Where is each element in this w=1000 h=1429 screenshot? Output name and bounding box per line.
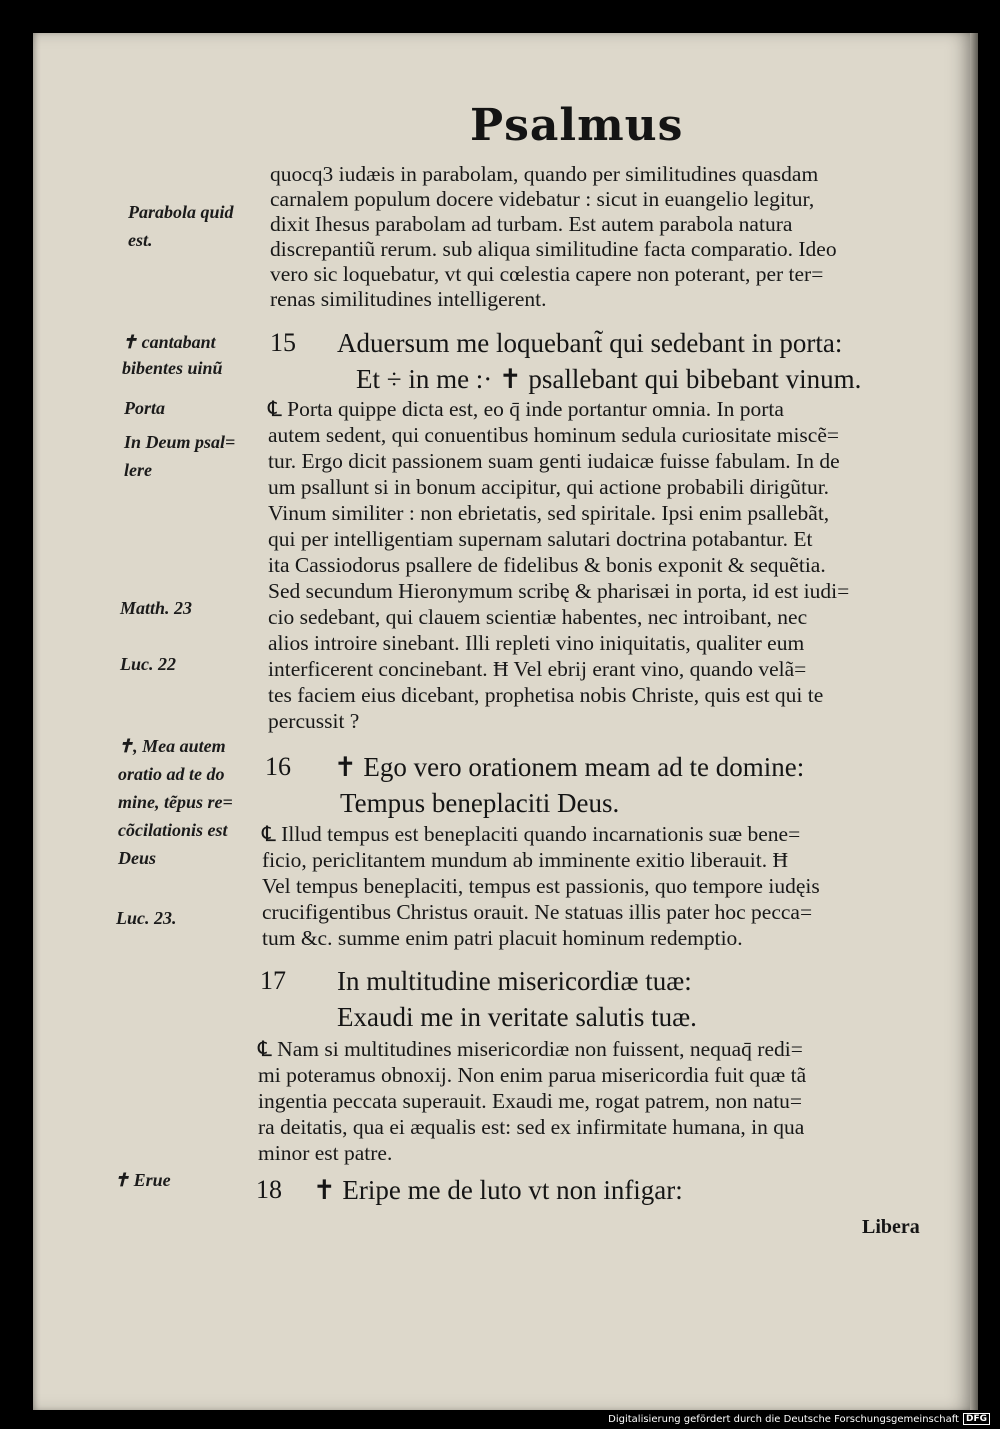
verse-line: ✝ Eripe me de luto vt non infigar: [313,1175,683,1205]
commentary-line: tes faciem eius dicebant, prophetisa nobis Christe, quis est qui te [268,683,824,707]
verse-number: 17 [260,966,286,995]
margin-note: ✝ cantabant [122,332,216,352]
margin-note: Matth. 23 [120,598,193,618]
body-line: renas similitudines intelligerent. [270,287,547,311]
verse-line: ✝ Ego vero orationem meam ad te domine: [334,752,805,782]
margin-note: Luc. 22 [120,654,176,674]
margin-note: Luc. 23. [116,908,177,928]
dfg-logo: DFG [963,1413,990,1425]
commentary-line: interficerent concinebant. Ħ Vel ebrij erant vino, quando velã= [268,657,807,681]
verse-number: 16 [265,752,291,781]
commentary-line: mi poteramus obnoxij. Non enim parua misericordia fuit quæ tã [258,1063,807,1087]
margin-note: oratio ad te do [118,764,225,784]
body-line: carnalem populum docere videbatur : sicut in euangelio legitur, [270,187,815,211]
commentary-line: minor est patre. [258,1141,393,1165]
margin-note: est. [128,230,153,250]
commentary-line: alios introire sinebant. Illi repleti vino iniquitatis, qualiter eum [268,631,805,655]
commentary-line: ℄ Nam si multitudines misericordiæ non fuissent, nequaq̄ redi= [258,1037,803,1061]
running-head: Psalmus [470,100,684,151]
margin-note: cõcilationis est [118,820,228,840]
digitization-footer [608,1413,990,1425]
verse-line: Exaudi me in veritate salutis tuæ. [337,1002,697,1032]
commentary-line: ingentia peccata superauit. Exaudi me, rogat patrem, non natu= [258,1089,803,1113]
verse-number: 15 [270,328,296,357]
margin-note: In Deum psal= [124,432,236,452]
commentary-line: percussit ? [268,709,360,733]
margin-note: Parabola quid [128,202,234,222]
verse-line: Et ÷ in me :· ✝ psallebant qui bibebant vinum. [356,364,862,394]
commentary-line: ita Cassiodorus psallere de fidelibus & bonis exponit & sequẽtia. [268,553,826,577]
commentary-line: Sed secundum Hieronymum scribę & pharisæi in porta, id est iudi= [268,579,850,603]
commentary-line: Vinum similiter : non ebrietatis, sed spiritale. Ipsi enim psallebãt, [268,501,830,525]
verse-line: Aduersum me loquebant̃ qui sedebant in porta: [337,328,843,358]
body-line: vero sic loquebatur, vt qui cœlestia capere non poterant, per ter= [270,262,824,286]
commentary-line: qui per intelligentiam supernam salutari doctrina potabantur. Et [268,527,813,551]
commentary-line: ra deitatis, qua ei æqualis est: sed ex infirmitate humana, in qua [258,1115,805,1139]
commentary-line: cio sedebant, qui clauem scientiæ habentes, nec introibant, nec [268,605,808,629]
margin-note: Deus [118,848,157,868]
commentary-line: ℄ Porta quippe dicta est, eo q̄ inde portantur omnia. In porta [268,397,784,421]
catchword: Libera [862,1216,920,1238]
verse-line: In multitudine misericordiæ tuæ: [337,966,692,996]
footer-text: Digitalisierung gefördert durch die Deutsche Forschungsgemeinschaft [608,1413,959,1425]
commentary-line: tum &c. summe enim patri placuit hominum redemptio. [262,926,743,950]
margin-note: ✝, Mea autem [118,736,226,756]
body-line: quocq3 iudæis in parabolam, quando per similitudines quasdam [270,162,819,186]
commentary-line: Vel tempus beneplaciti, tempus est passionis, quo tempore iudęis [262,874,820,898]
margin-note: Porta [124,398,166,418]
commentary-line: ℄ Illud tempus est beneplaciti quando incarnationis suæ bene= [262,822,801,846]
commentary-line: crucifigentibus Christus orauit. Ne statuas illis pater hoc pecca= [262,900,813,924]
body-line: dixit Ihesus parabolam ad turbam. Est autem parabola natura [270,212,793,236]
commentary-line: tur. Ergo dicit passionem suam genti iudaicæ fuisse fabulam. In de [268,449,840,473]
commentary-line: autem sedent, qui conuentibus hominum sedula curiositate miscẽ= [268,423,839,447]
commentary-line: um psallunt si in bonum accipitur, qui actione probabili dirigũtur. [268,475,830,499]
margin-note: mine, tẽpus re= [118,792,233,812]
margin-note: bibentes uinũ [122,358,223,378]
verse-line: Tempus beneplaciti Deus. [340,788,620,818]
margin-note: lere [124,460,152,480]
margin-note: ✝ Erue [114,1170,171,1190]
body-line: discrepantiũ rerum. sub aliqua similitudine facta comparatio. Ideo [270,237,837,261]
verse-number: 18 [256,1175,282,1204]
commentary-line: ficio, periclitantem mundum ab imminente exitio liberauit. Ħ [262,848,789,872]
